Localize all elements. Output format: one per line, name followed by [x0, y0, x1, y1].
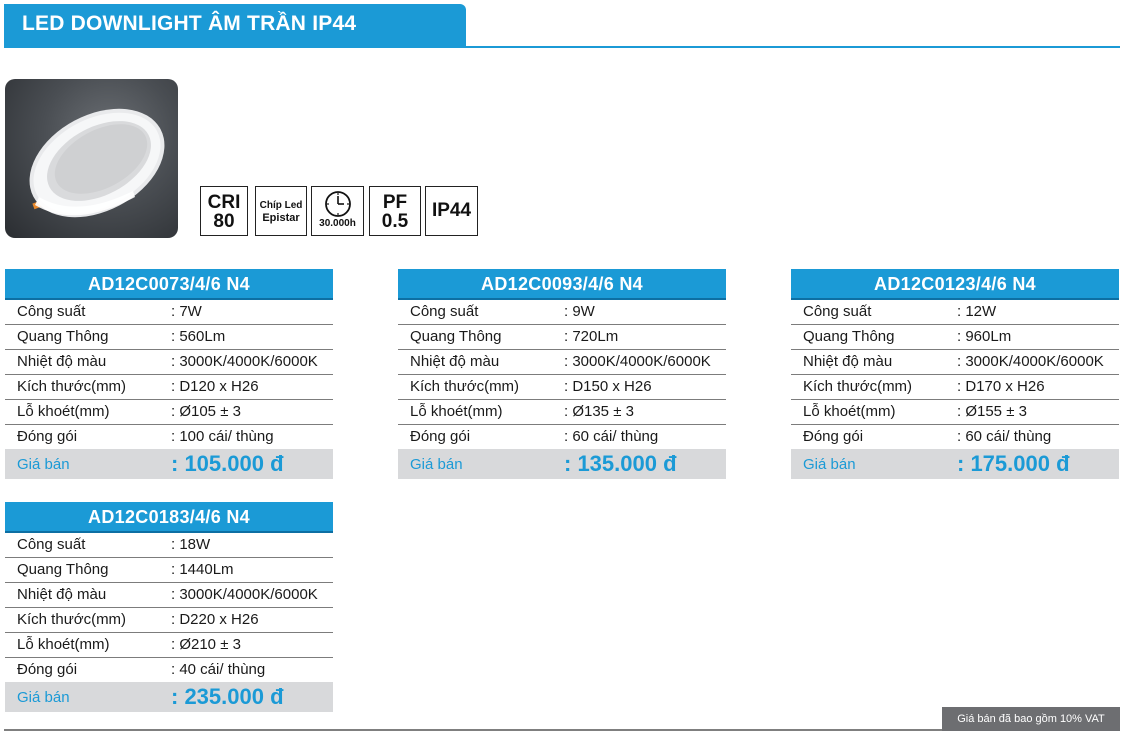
pf-badge — [369, 186, 421, 236]
product-card — [791, 269, 1119, 479]
footer-divider — [4, 729, 942, 731]
spec-value: : 60 cái/ thùng — [564, 428, 659, 445]
spec-row-color-temp — [5, 583, 333, 608]
chip-label: Chíp Led — [259, 200, 303, 211]
product-card — [5, 269, 333, 479]
spec-label: Kích thước(mm) — [17, 611, 127, 628]
spec-label: Công suất — [17, 303, 86, 320]
spec-row-packing — [791, 425, 1119, 449]
spec-label: Kích thước(mm) — [17, 378, 127, 395]
spec-row-color-temp — [791, 350, 1119, 375]
spec-value: : 960Lm — [957, 328, 1012, 345]
spec-label: Kích thước(mm) — [410, 378, 520, 395]
lifetime-badge — [311, 186, 364, 236]
chip-badge — [255, 186, 307, 236]
spec-label: Kích thước(mm) — [803, 378, 913, 395]
spec-label: Công suất — [17, 536, 86, 553]
ip-badge — [425, 186, 478, 236]
product-model: AD12C0123/4/6 N4 — [791, 269, 1119, 298]
spec-label: Công suất — [803, 303, 872, 320]
price-value: : 175.000 đ — [957, 451, 1070, 476]
spec-row-cutout — [398, 400, 726, 425]
page-title: LED DOWNLIGHT ÂM TRẦN IP44 — [22, 12, 357, 35]
spec-value: : 1440Lm — [171, 561, 234, 578]
spec-value: : 9W — [564, 303, 595, 320]
cri-badge — [200, 186, 248, 236]
spec-value: : D120 x H26 — [171, 378, 259, 395]
spec-row-power — [5, 300, 333, 325]
spec-value: : D150 x H26 — [564, 378, 652, 395]
spec-row-lumen — [5, 558, 333, 583]
price-label: Giá bán — [410, 456, 463, 473]
spec-label: Đóng gói — [17, 661, 78, 678]
spec-label: Đóng gói — [410, 428, 471, 445]
spec-value: : Ø135 ± 3 — [564, 403, 634, 420]
spec-label: Đóng gói — [803, 428, 864, 445]
spec-label: Nhiệt độ màu — [17, 586, 107, 603]
spec-label: Quang Thông — [410, 328, 502, 345]
lifetime-text: 30.000h — [319, 218, 356, 229]
spec-value: : 7W — [171, 303, 202, 320]
spec-row-power — [791, 300, 1119, 325]
pf-label: PF — [382, 192, 408, 213]
product-card — [398, 269, 726, 479]
spec-value: : 18W — [171, 536, 211, 553]
spec-value: : Ø210 ± 3 — [171, 636, 241, 653]
spec-value: : D170 x H26 — [957, 378, 1045, 395]
cri-label: CRI — [207, 192, 241, 213]
spec-row-cutout — [5, 400, 333, 425]
price-value: : 135.000 đ — [564, 451, 677, 476]
spec-value: : Ø105 ± 3 — [171, 403, 241, 420]
pf-value: 0.5 — [381, 211, 409, 232]
product-image — [5, 79, 178, 238]
spec-value: : 12W — [957, 303, 997, 320]
price-row — [5, 449, 333, 479]
spec-row-lumen — [791, 325, 1119, 350]
spec-value: : 3000K/4000K/6000K — [564, 353, 711, 370]
price-value: : 235.000 đ — [171, 684, 284, 709]
spec-row-size — [5, 375, 333, 400]
spec-label: Nhiệt độ màu — [410, 353, 500, 370]
spec-value: : 40 cái/ thùng — [171, 661, 266, 678]
spec-label: Lỗ khoét(mm) — [803, 403, 896, 420]
spec-label: Quang Thông — [803, 328, 895, 345]
downlight-illustration — [5, 79, 178, 238]
clock-icon — [323, 190, 353, 218]
spec-label: Lỗ khoét(mm) — [17, 636, 110, 653]
spec-label: Công suất — [410, 303, 479, 320]
price-value: : 105.000 đ — [171, 451, 284, 476]
spec-label: Quang Thông — [17, 561, 109, 578]
spec-row-size — [791, 375, 1119, 400]
spec-label: Đóng gói — [17, 428, 78, 445]
spec-row-packing — [398, 425, 726, 449]
spec-row-packing — [5, 658, 333, 682]
spec-row-size — [5, 608, 333, 633]
spec-value: : 3000K/4000K/6000K — [957, 353, 1104, 370]
spec-value: : Ø155 ± 3 — [957, 403, 1027, 420]
product-card — [5, 502, 333, 712]
spec-row-color-temp — [5, 350, 333, 375]
spec-row-cutout — [791, 400, 1119, 425]
spec-label: Quang Thông — [17, 328, 109, 345]
spec-row-power — [5, 533, 333, 558]
spec-value: : 720Lm — [564, 328, 619, 345]
spec-label: Nhiệt độ màu — [17, 353, 107, 370]
spec-value: : D220 x H26 — [171, 611, 259, 628]
spec-row-lumen — [5, 325, 333, 350]
ip-rating: IP44 — [431, 200, 472, 221]
product-model: AD12C0183/4/6 N4 — [5, 502, 333, 531]
header-divider — [4, 46, 1120, 48]
price-row — [5, 682, 333, 712]
spec-row-packing — [5, 425, 333, 449]
product-model: AD12C0093/4/6 N4 — [398, 269, 726, 298]
spec-value: : 60 cái/ thùng — [957, 428, 1052, 445]
spec-row-power — [398, 300, 726, 325]
price-label: Giá bán — [803, 456, 856, 473]
product-model: AD12C0073/4/6 N4 — [5, 269, 333, 298]
spec-row-color-temp — [398, 350, 726, 375]
price-row — [791, 449, 1119, 479]
vat-note: Giá bán đã bao gồm 10% VAT — [942, 707, 1120, 731]
price-label: Giá bán — [17, 689, 70, 706]
spec-row-cutout — [5, 633, 333, 658]
chip-brand: Epistar — [262, 212, 300, 224]
spec-label: Lỗ khoét(mm) — [17, 403, 110, 420]
spec-value: : 3000K/4000K/6000K — [171, 353, 318, 370]
spec-row-lumen — [398, 325, 726, 350]
spec-label: Lỗ khoét(mm) — [410, 403, 503, 420]
price-row — [398, 449, 726, 479]
price-label: Giá bán — [17, 456, 70, 473]
spec-value: : 3000K/4000K/6000K — [171, 586, 318, 603]
spec-value: : 100 cái/ thùng — [171, 428, 274, 445]
spec-label: Nhiệt độ màu — [803, 353, 893, 370]
spec-row-size — [398, 375, 726, 400]
cri-value: 80 — [213, 211, 235, 232]
spec-value: : 560Lm — [171, 328, 226, 345]
